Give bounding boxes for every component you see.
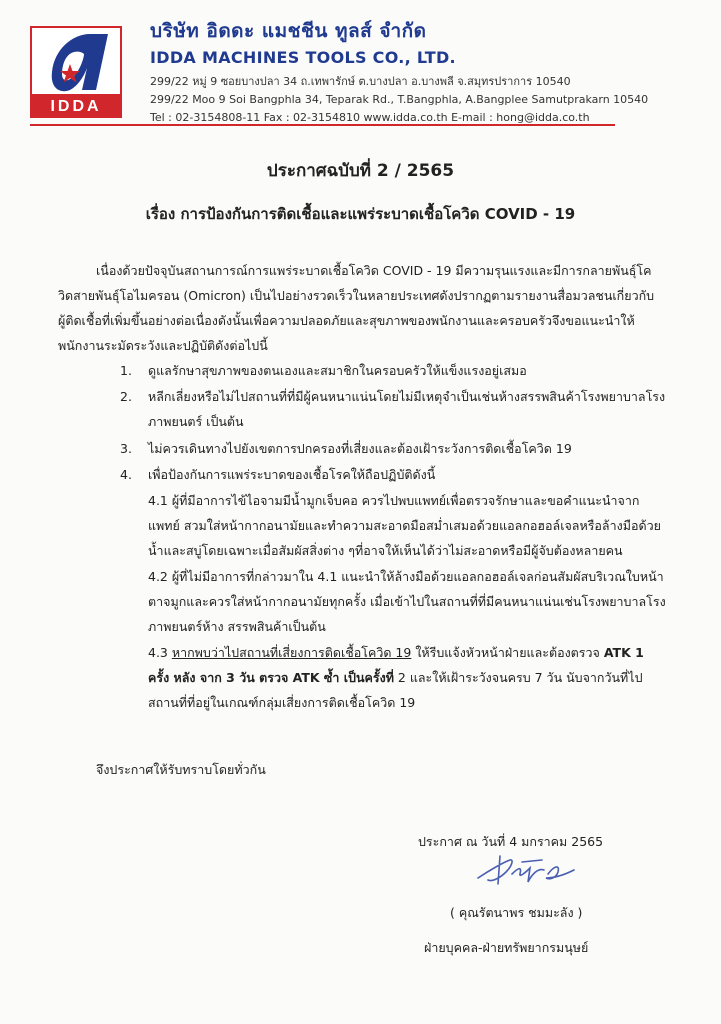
list-item: ดูแลรักษาสุขภาพของตนเองและสมาชิกในครอบครัวให้แข็งแรงอยู่เสมอ [148, 363, 527, 378]
item-number: 3. [120, 441, 132, 456]
signer-name: ( คุณรัตนาพร ชมมะลัง ) [450, 905, 583, 920]
announcement-date: ประกาศ ณ วันที่ 4 มกราคม 2565 [418, 834, 604, 849]
address-english: 299/22 Moo 9 Soi Bangphla 34, Teparak Rd., T.Bangphla, A.Bangplee Samutprakarn 10540 [150, 93, 649, 106]
sub-item-4-3-tail: 2 และให้เฝ้าระวังจนครบ 7 วัน นับจากวันที่ไปสถานที่ที่อยู่ในเกณฑ์กลุ่มเสี่ยงการติดเชื้อโควิด 19 [148, 670, 643, 710]
list-item: หลีกเลี่ยงหรือไม่ไปสถานที่ที่มีผู้คนหนาแน่นโดยไม่มีเหตุจำเป็นเช่นห้างสรรพสินค้าโรงพยาบาลโรงภาพยนตร์ เป็นต้น [148, 389, 666, 429]
item-number: 4. [120, 467, 132, 482]
item-number: 1. [120, 363, 132, 378]
sub-item-4-2: 4.2 ผู้ที่ไม่มีอาการที่กล่าวมาใน 4.1 แนะนำให้ล้างมือด้วยแอลกอฮอล์เจลก่อนสัมผัสบริเวณใบหน้าตาจมูกและควรใส่หน้ากากอนามัยทุกครั้ง เมื่อเข้าไปในสถานที่ที่มีคนหนาแน่นเช่นโรงพยาบาลโรงภาพยนตร์ห้าง สรรพสินค้าเป็นต้น [148, 569, 666, 634]
company-name-thai: บริษัท อิดดะ แมชชีน ทูลส์ จำกัด [150, 20, 427, 42]
sub-item-4-3-prefix: 4.3 [148, 645, 172, 660]
notice-subject: เรื่อง การป้องกันการติดเชื้อและแพร่ระบาดเชื้อโควิด COVID - 19 [145, 205, 576, 223]
list-item: เพื่อป้องกันการแพร่ระบาดของเชื้อโรคให้ถือปฏิบัติดังนี้ [148, 467, 436, 482]
list-item: ไม่ควรเดินทางไปยังเขตการปกครองที่เสี่ยงและต้องเฝ้าระวังการติดเชื้อโควิด 19 [148, 441, 572, 456]
address-thai: 299/22 หมู่ 9 ซอยบางปลา 34 ถ.เทพารักษ์ ต.บางปลา อ.บางพลี จ.สมุทรปราการ 10540 [150, 75, 571, 88]
letterhead-text [150, 16, 648, 127]
closing-statement: จึงประกาศให้รับทราบโดยทั่วกัน [96, 762, 266, 777]
item-number: 2. [120, 389, 132, 404]
contact-line: Tel : 02-3154808-11 Fax : 02-3154810 www.idda.co.th E-mail : hong@idda.co.th [150, 111, 590, 124]
sub-item-4-3-bold: ATK 1 ครั้ง หลัง จาก 3 วัน ตรวจ ATK ซ้ำ เป็นครั้งที่ [148, 645, 644, 685]
sub-item-4-3-underlined: หากพบว่าไปสถานที่เสี่ยงการติดเชื้อโควิด 19 [171, 645, 412, 660]
notice-title: ประกาศฉบับที่ 2 / 2565 [266, 161, 455, 181]
sub-item-4-3 [148, 640, 666, 715]
sub-item-4-3-mid: ให้รีบแจ้งหัวหน้าฝ่ายและต้องตรวจ [411, 645, 604, 660]
company-name-english: IDDA MACHINES TOOLS CO., LTD. [150, 48, 456, 67]
signature [470, 848, 580, 897]
idda-logo [30, 26, 122, 118]
signer-department: ฝ่ายบุคคล-ฝ่ายทรัพยากรมนุษย์ [424, 940, 589, 955]
sub-item-4-1: 4.1 ผู้ที่มีอาการไข้ไอจามมีน้ำมูกเจ็บคอ ควรไปพบแพทย์เพื่อตรวจรักษาและขอคำแนะนำจากแพทย์ สวมใส่หน้ากากอนามัยและทำความสะอาดมือสม่ำเสมอด้วยแอลกอฮอล์เจลหรือล้างมือด้วยน้ำและสบู่โดยเฉพาะเมื่อสัมผัสสิ่งต่าง ๆที่อาจให้เห็นได้ว่าไม่สะอาดหรือมีผู้จับต้องหลายคน [148, 493, 661, 558]
logo-text: IDDA [50, 98, 102, 115]
intro-paragraph: เนื่องด้วยปัจจุบันสถานการณ์การแพร่ระบาดเชื้อโควิด COVID - 19 มีความรุนแรงและมีการกลายพันธุ์โควิดสายพันธุ์โอไมครอน (Omicron) เป็นไปอย่างรวดเร็วในหลายประเทศดังปรากฏตามรายงานสื่อมวลชนเกี่ยวกับผู้ติดเชื้อที่เพิ่มขึ้นอย่างต่อเนื่องดังนั้นเพื่อความปลอดภัยและสุขภาพของพนักงานและครอบครัวจึงขอแนะนำให้พนักงานระมัดระวังและปฏิบัติดังต่อไปนี้ [58, 263, 655, 353]
letterhead-divider [30, 124, 615, 126]
